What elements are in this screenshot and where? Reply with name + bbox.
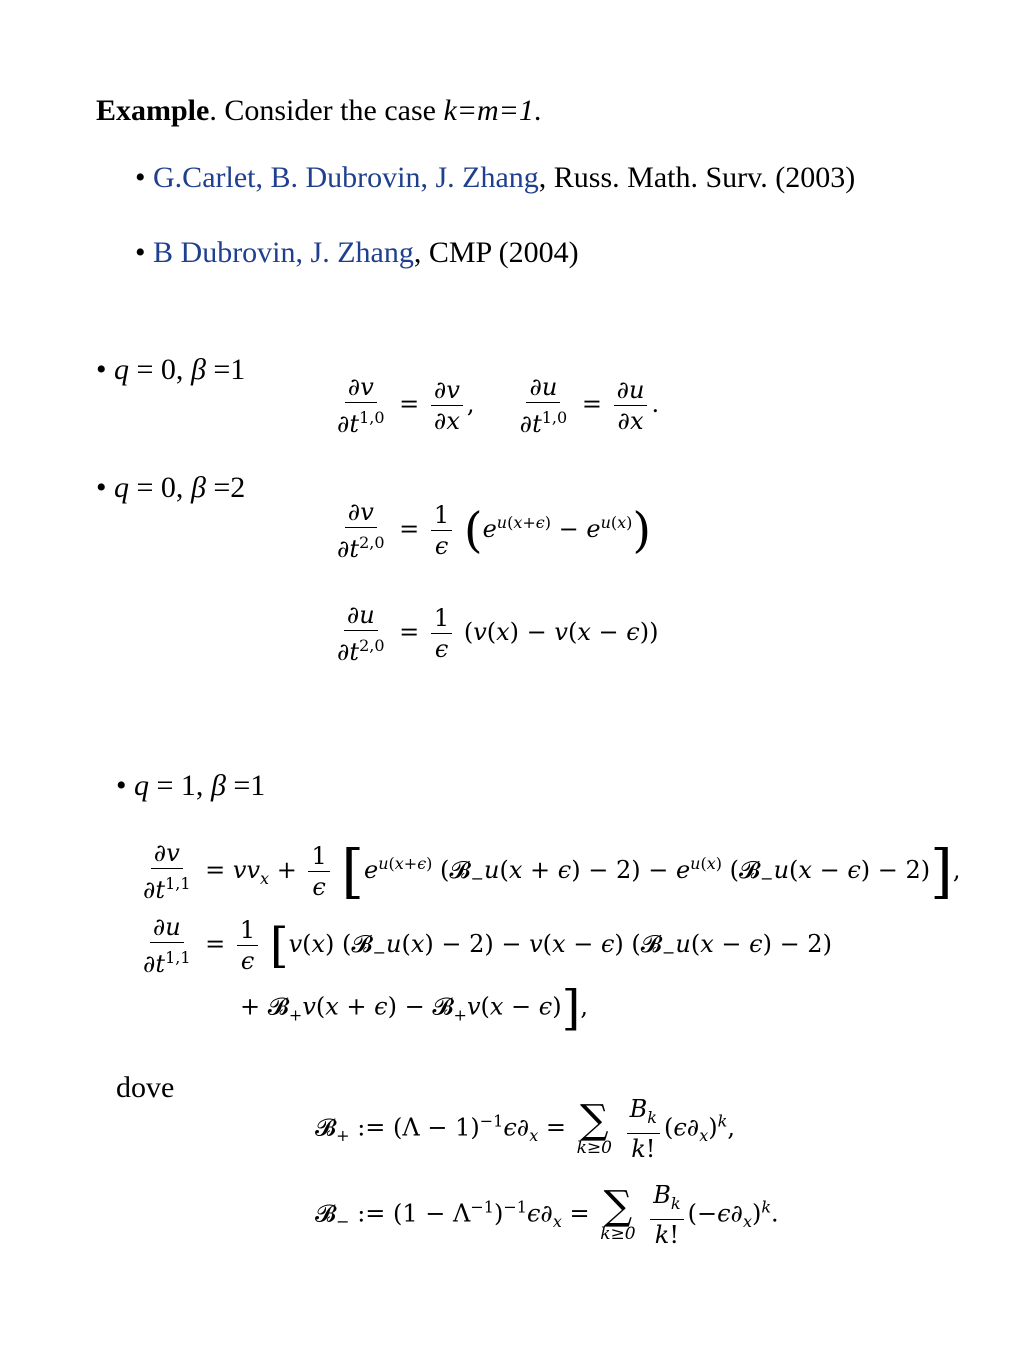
reference-authors-link[interactable]: G.Carlet, B. Dubrovin, J. Zhang bbox=[153, 161, 539, 194]
case-label: • q = 0, β =2 bbox=[96, 471, 246, 504]
equation-flow-11-v: $\frac{\partial v}{\partial t^{1,1}}$ = $vv_x$ + $\frac{1}{\epsilon}$ [$e^{u(x+\epsilon)}$ (𝓑$_-$u(x + $\epsilon) - 2) - e^{u(x)}$ (𝓑$_-$u(x − ϵ) − 2)], bbox=[143, 837, 961, 906]
dove-label: dove bbox=[116, 1071, 175, 1104]
reference-item bbox=[135, 160, 855, 196]
reference-source: , CMP (2004) bbox=[413, 236, 579, 269]
slide-title bbox=[96, 93, 541, 129]
bullet: • bbox=[96, 471, 107, 504]
case-spec: k=m=1 bbox=[443, 94, 534, 127]
example-label: Example bbox=[96, 94, 210, 127]
b-plus-definition: 𝓑$_+$ := $(\Lambda - 1)^{-1}\epsilon\partial_x$ = ∑ k≥0 $\frac{B_k}{k!}$ $(\epsilon\partial_x)^k$, bbox=[315, 1095, 735, 1163]
bullet: • bbox=[96, 353, 107, 386]
bullet: • bbox=[135, 236, 154, 269]
title-end: . bbox=[533, 94, 542, 127]
case-label: • q = 1, β =1 bbox=[116, 769, 266, 802]
bullet: • bbox=[116, 769, 127, 802]
reference-item bbox=[135, 235, 579, 271]
case-label: • q = 0, β =1 bbox=[96, 353, 246, 386]
equation-flow-20-u: $\frac{\partial u}{\partial t^{2,0}}$ = $\frac{1}{\epsilon}$ (v(x) − v(x − ϵ)) bbox=[337, 601, 659, 666]
equation-flow-20-v: $\frac{\partial v}{\partial t^{2,0}}$ = $\frac{1}{\epsilon}$ $(e^{u(x+\epsilon)} - e^{u(x)})$ bbox=[337, 498, 652, 563]
bullet: • bbox=[135, 161, 154, 194]
reference-source: , Russ. Math. Surv. (2003) bbox=[538, 161, 856, 194]
b-minus-definition: 𝓑$_-$ := $(1 - \Lambda^{-1})^{-1}\epsilon\partial_x$ = ∑ k≥0 $\frac{B_k}{k!}$ $(-\epsilon\partial_x)^k$. bbox=[315, 1181, 779, 1249]
equation-flow-11-u-cont: + 𝓑$_+$v(x + ϵ) − 𝓑$_+$v(x − ϵ)], bbox=[240, 980, 588, 1036]
reference-authors-link[interactable]: B Dubrovin, J. Zhang bbox=[153, 236, 414, 269]
equation-flow-11-u: $\frac{\partial u}{\partial t^{1,1}}$ = $\frac{1}{\epsilon}$ [v(x) (𝓑$_-$u(x) − 2) − v(x − ϵ) (𝓑$_-$u(x − ϵ) − 2) bbox=[143, 913, 832, 978]
title-intro: . Consider the case bbox=[209, 94, 444, 127]
equation-flow-10: $\frac{\partial v}{\partial t^{1,0}}$ = $\frac{\partial v}{\partial x}$ , $\frac{\partial u}{\partial t^{1,0}}$ = $\frac{\partial u}{\partial x}$ . bbox=[337, 373, 660, 438]
